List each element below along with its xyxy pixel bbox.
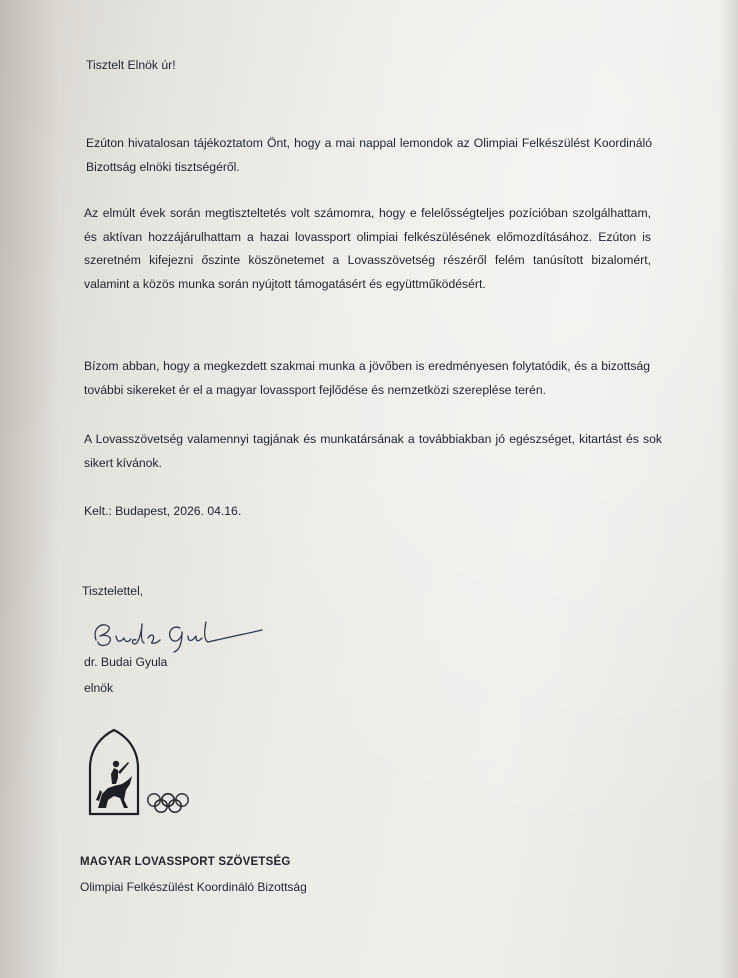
paragraph-4: A Lovasszövetség valamennyi tagjának és munkatársának a továbbiakban jó egészséget, kitartást és sok sikert kívánok. [84, 432, 662, 470]
page-shadow-right [720, 0, 738, 978]
olympic-rings-icon [148, 794, 188, 812]
paragraph-1: Ezúton hivatalosan tájékoztatom Önt, hogy a mai nappal lemondok az Olimpiai Felkészülést Koordináló Bizottság elnöki tisztségéről. [86, 136, 652, 174]
organization-name: MAGYAR LOVASSPORT SZÖVETSÉG [80, 856, 291, 868]
closing: Tisztelettel, [82, 584, 144, 598]
page-shadow-left [0, 0, 60, 978]
equestrian-federation-logo-icon [78, 728, 208, 818]
signer-title: elnök [84, 681, 114, 695]
salutation: Tisztelt Elnök úr! [86, 58, 176, 72]
committee-name: Olimpiai Felkészülést Koordináló Bizottság [80, 880, 307, 894]
handwritten-signature [84, 614, 264, 654]
paragraph-3: Bízom abban, hogy a megkezdett szakmai munka a jövőben is eredményesen folytatódik, és a bizottság további sikereket ér el a magyar lovassport fejlődése és nemzetközi szereplése terén. [84, 359, 650, 397]
signer-name: dr. Budai Gyula [84, 655, 168, 669]
paragraph-2: Az elmúlt évek során megtiszteltetés volt számomra, hogy e felelősségteljes pozícióban szolgálhattam, és aktívan hozzájárulhattam a hazai lovassport olimpiai felkészülésének előmozdításához. Ezúton is szeretném kifejezni őszinte köszönetemet a Lovasszövetség részéről felém tanúsított bizalomért, valamint a közös munka során nyújtott támogatásért és együttműködésért. [84, 206, 651, 291]
date-line: Kelt.: Budapest, 2026. 04.16. [84, 504, 242, 518]
